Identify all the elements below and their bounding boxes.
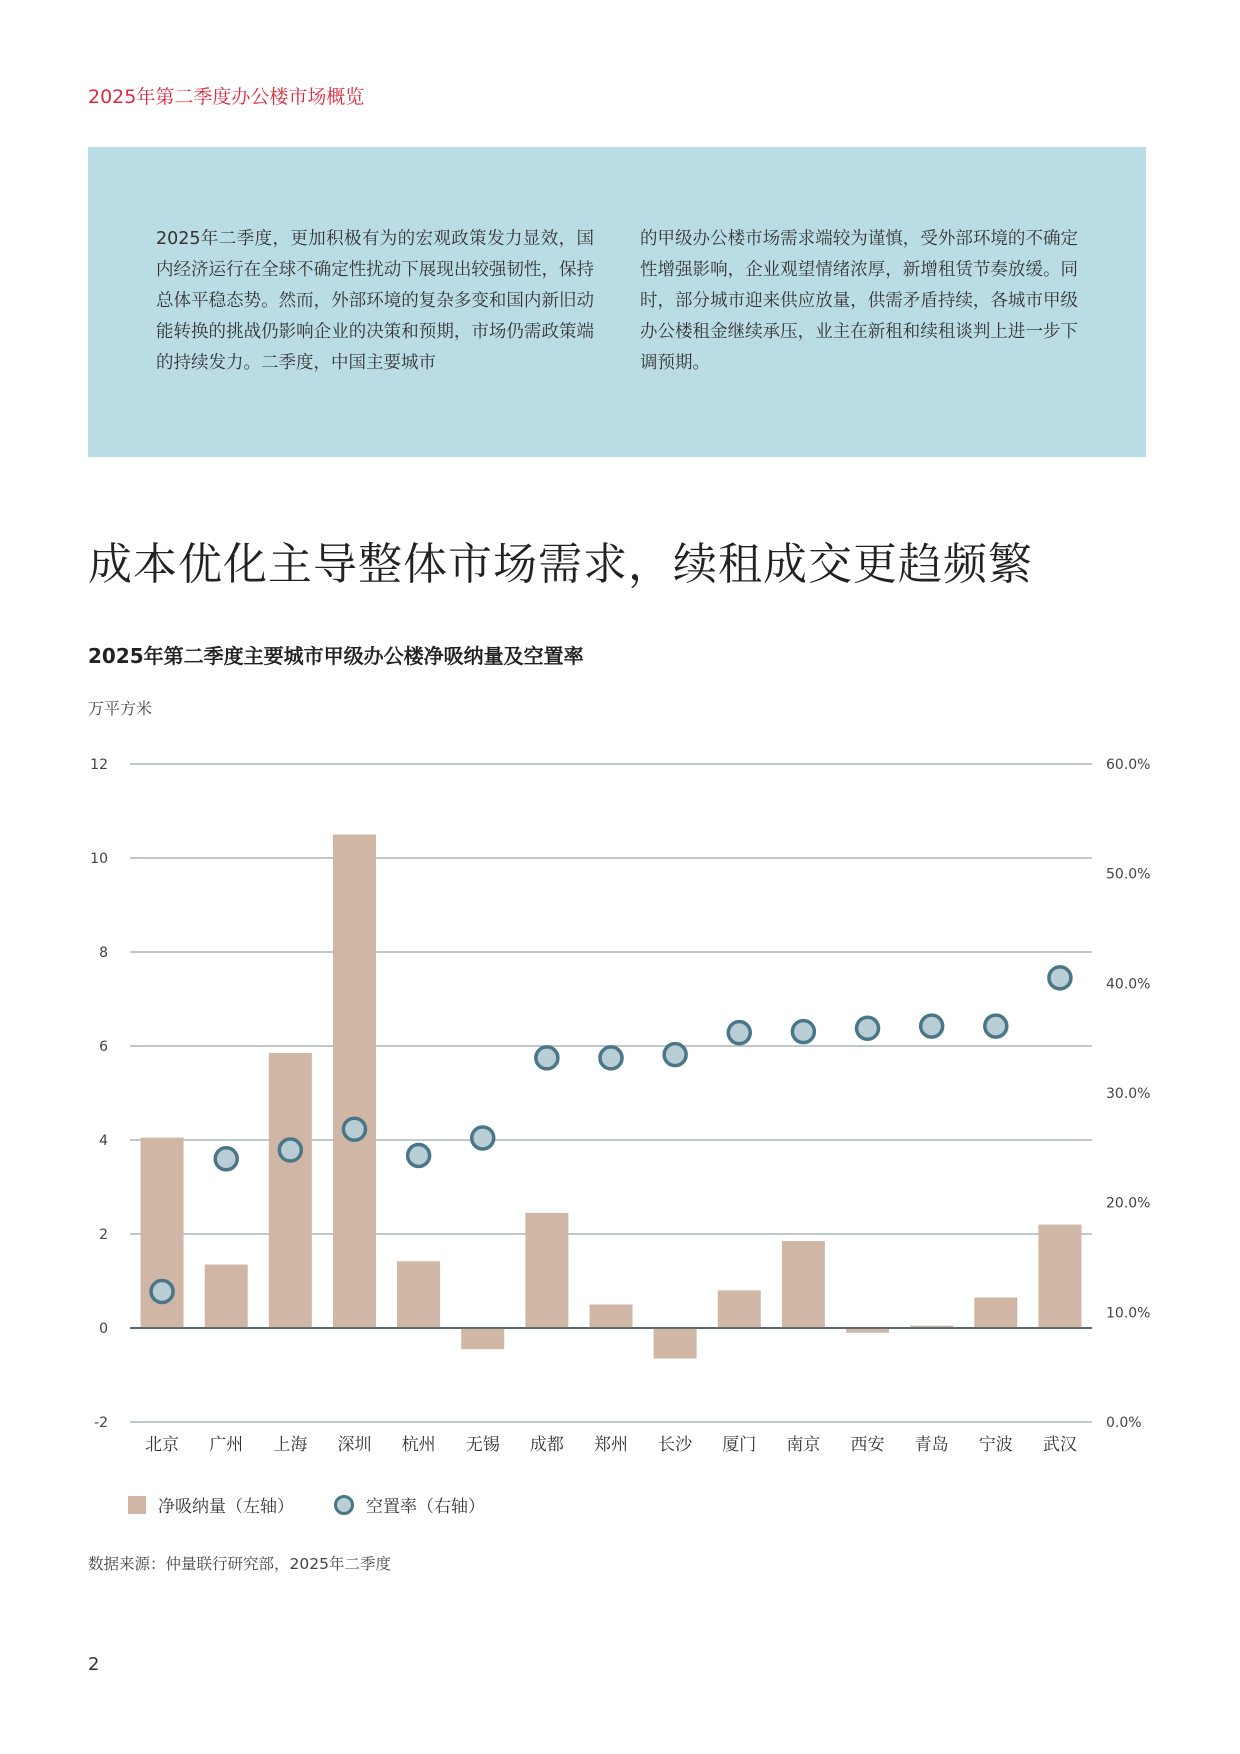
x-category-label: 北京 [145, 1435, 180, 1455]
vacancy-point [343, 1118, 365, 1140]
y-right-tick-label: 60.0% [1106, 757, 1151, 773]
data-source: 数据来源：仲量联行研究部，2025年二季度 [88, 1555, 391, 1573]
x-category-label: 上海 [273, 1435, 308, 1455]
bar-absorption [205, 1265, 248, 1328]
vacancy-point [536, 1047, 558, 1069]
x-category-label: 长沙 [658, 1435, 693, 1455]
vacancy-point [408, 1145, 430, 1167]
legend-dot-swatch [334, 1495, 354, 1515]
intro-box [88, 147, 1146, 457]
vacancy-point [985, 1015, 1007, 1037]
page-number: 2 [88, 1654, 100, 1675]
y-left-tick-label: 2 [99, 1227, 108, 1243]
chart-title: 2025年第二季度主要城市甲级办公楼净吸纳量及空置率 [88, 644, 584, 668]
intro-right-text: 的甲级办公楼市场需求端较为谨慎，受外部环境的不确定性增强影响，企业观望情绪浓厚，新增租赁节奏放缓。同时，部分城市迎来供应放量，供需矛盾持续，各城市甲级办公楼租金继续承压，业主在新租和续租谈判上进一步下调预期。 [640, 229, 1078, 373]
legend-item-vacancy [334, 1492, 485, 1517]
x-category-label: 宁波 [978, 1435, 1013, 1455]
y-right-tick-label: 10.0% [1106, 1305, 1151, 1322]
vacancy-point [279, 1139, 301, 1161]
y-right-tick-label: 0.0% [1106, 1415, 1142, 1431]
y-left-tick-label: 6 [99, 1039, 108, 1055]
y-right-tick-label: 40.0% [1106, 976, 1151, 993]
running-header: 2025年第二季度办公楼市场概览 [88, 86, 365, 108]
legend-label-absorption: 净吸纳量（左轴） [158, 1497, 294, 1517]
x-category-label: 成都 [529, 1435, 564, 1455]
x-category-label: 杭州 [401, 1435, 436, 1455]
intro-left-text: 2025年二季度，更加积极有为的宏观政策发力显效，国内经济运行在全球不确定性扰动下展现出较强韧性，保持总体平稳态势。然而，外部环境的复杂多变和国内新旧动能转换的挑战仍影响企业的决策和预期，市场仍需政策端的持续发力。二季度，中国主要城市 [156, 229, 594, 373]
legend-item-absorption [128, 1492, 294, 1517]
bar-absorption [590, 1305, 633, 1329]
y-left-tick-label: -2 [94, 1415, 108, 1431]
bar-absorption [333, 835, 376, 1329]
bar-absorption [525, 1213, 568, 1328]
bar-absorption [1038, 1225, 1081, 1328]
bar-absorption [461, 1328, 504, 1349]
y-axis-unit-label: 万平方米 [88, 699, 153, 718]
vacancy-point [151, 1280, 173, 1302]
bar-absorption [269, 1053, 312, 1328]
y-right-tick-label: 30.0% [1106, 1086, 1151, 1102]
x-category-label: 郑州 [594, 1435, 628, 1455]
y-left-tick-label: 8 [99, 945, 108, 961]
x-category-label: 青岛 [914, 1435, 949, 1455]
x-category-label: 西安 [850, 1435, 885, 1455]
y-right-tick-label: 20.0% [1106, 1195, 1151, 1212]
vacancy-point [664, 1044, 686, 1066]
vacancy-point [792, 1021, 814, 1043]
vacancy-point [921, 1015, 943, 1037]
y-right-tick-label: 50.0% [1106, 866, 1151, 883]
vacancy-point [472, 1127, 494, 1149]
bar-absorption [654, 1328, 697, 1359]
x-category-label: 武汉 [1042, 1435, 1077, 1455]
vacancy-point [215, 1148, 237, 1170]
chart [0, 740, 1240, 1460]
x-category-label: 南京 [786, 1435, 821, 1455]
vacancy-point [857, 1017, 879, 1039]
legend-bar-swatch [128, 1496, 146, 1514]
bar-absorption [718, 1290, 761, 1328]
section-headline: 成本优化主导整体市场需求，续租成交更趋频繁 [88, 539, 1033, 590]
x-category-label: 深圳 [337, 1435, 372, 1455]
y-left-tick-label: 0 [99, 1321, 108, 1337]
bar-absorption [974, 1297, 1017, 1328]
bar-absorption [397, 1261, 440, 1328]
legend-label-vacancy: 空置率（右轴） [366, 1497, 485, 1517]
vacancy-point [1049, 967, 1071, 989]
x-category-label: 无锡 [465, 1435, 500, 1455]
vacancy-point [600, 1047, 622, 1069]
chart-legend [128, 1492, 525, 1517]
bar-absorption [782, 1241, 825, 1328]
y-left-tick-label: 4 [99, 1133, 108, 1149]
x-category-label: 厦门 [722, 1435, 757, 1455]
vacancy-point [728, 1022, 750, 1044]
y-left-tick-label: 12 [90, 757, 108, 773]
y-left-tick-label: 10 [90, 851, 108, 867]
x-category-label: 广州 [209, 1435, 244, 1455]
